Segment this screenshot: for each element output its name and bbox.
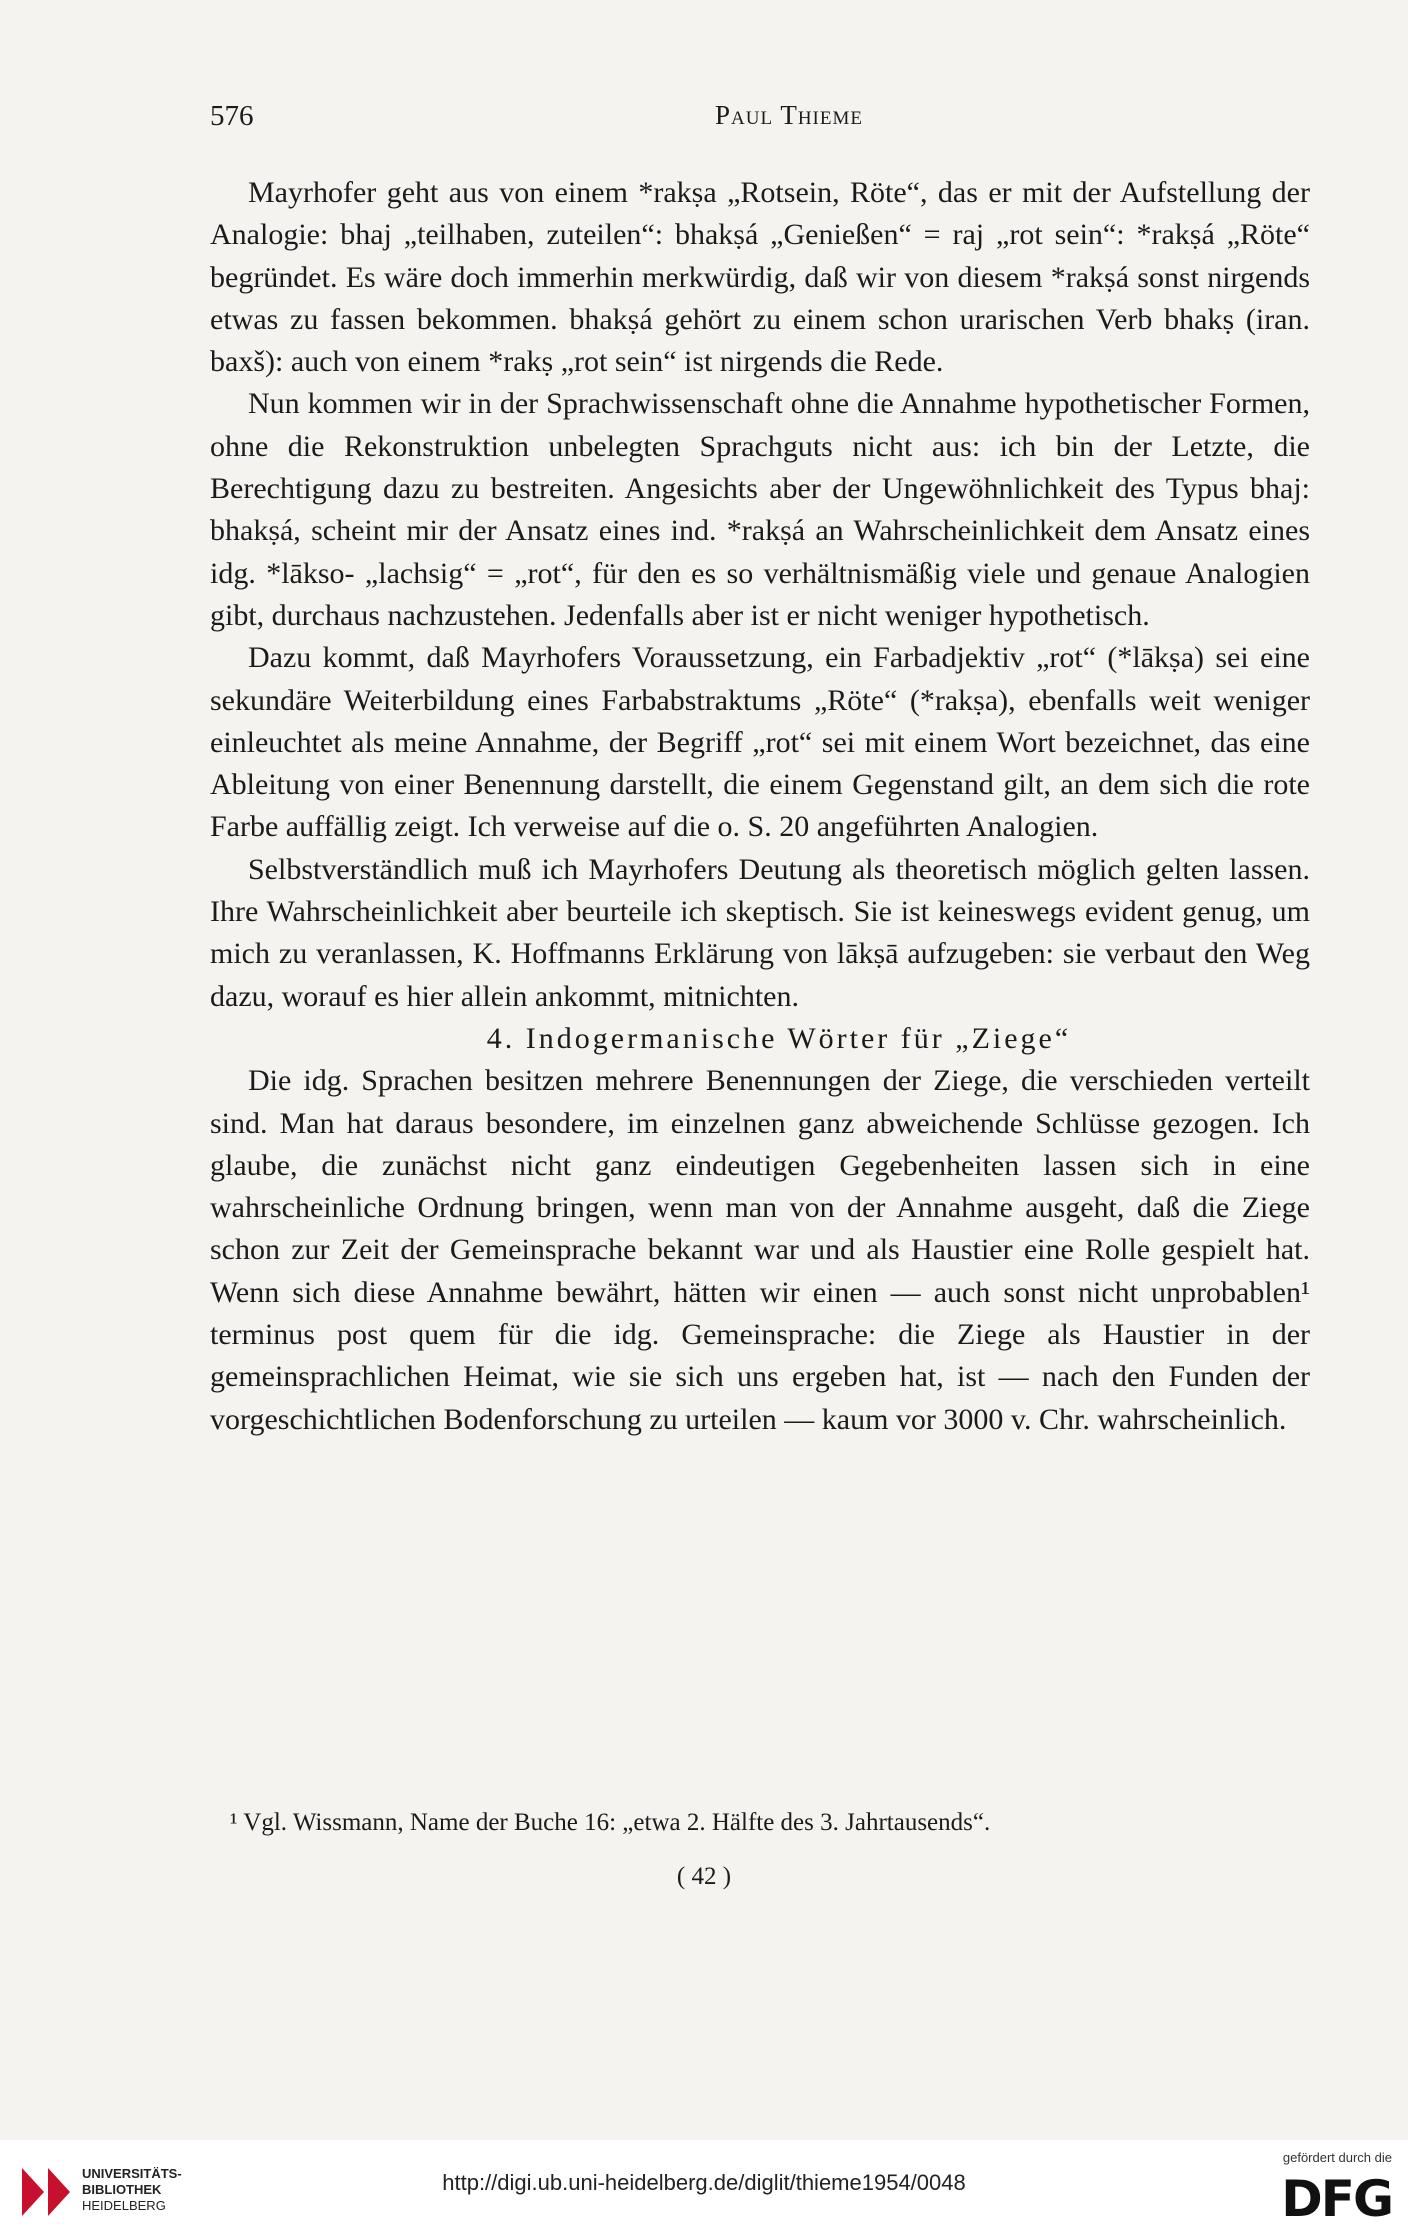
- source-url-link[interactable]: http://digi.ub.uni-heidelberg.de/diglit/thieme1954/0048: [442, 2170, 966, 2195]
- paragraph-2: Nun kommen wir in der Sprachwissenschaft ohne die Annahme hypothetischer Formen, ohne die Rekonstruktion unbelegten Sprachguts nicht aus: ich bin der Letzte, die Berechtigung dazu zu bestreiten. Angesichts aber der Ungewöhnlichkeit des Typus bhaj: bhakṣá, scheint mir der Ansatz eines ind. *rakṣá an Wahrscheinlichkeit dem Ansatz eines idg. *lākso- „lachsig“ = „rot“, für den es so verhältnismäßig viele und genaue Analogien gibt, durchaus nachzustehen. Jedenfalls aber ist er nicht weniger hypothetisch.: [210, 387, 1310, 632]
- footnote: ¹ Vgl. Wissmann, Name der Buche 16: „etwa 2. Hälfte des 3. Jahrtausends“.: [230, 1809, 991, 1836]
- library-line-3: HEIDELBERG: [82, 2198, 166, 2213]
- funding-note: gefördert durch die: [1282, 2150, 1392, 2165]
- folio-number: ( 42 ): [676, 1863, 732, 1890]
- page-number: 576: [210, 100, 254, 132]
- paragraph-3: Dazu kommt, daß Mayrhofers Voraussetzung, ein Farbadjektiv „rot“ (*lākṣa) sei eine sekundäre Weiterbildung eines Farbabstraktums „Röte“ (*rakṣa), ebenfalls weit weniger einleuchtet als meine Annahme, der Begriff „rot“ sei mit einem Wort bezeichnet, das eine Ableitung von einer Benennung darstellt, die einem Gegenstand gilt, an dem sich die rote Farbe auffällig zeigt. Ich verweise auf die o. S. 20 angeführten Analogien.: [210, 641, 1310, 844]
- paragraph-1: Mayrhofer geht aus von einem *rakṣa „Rotsein, Röte“, das er mit der Aufstellung der Analogie: bhaj „teilhaben, zuteilen“: bhakṣá „Genießen“ = raj „rot sein“: *rakṣá „Röte“ begründet. Es wäre doch immerhin merkwürdig, daß wir von diesem *rakṣá sonst nirgends etwas zu fassen bekommen. bhakṣá gehört zu einem schon urarischen Verb bhakṣ (iran. baxš): auch von einem *rakṣ „rot sein“ ist nirgends die Rede.: [210, 176, 1310, 379]
- dfg-logo: DFG: [1281, 2170, 1392, 2228]
- page-header: [210, 100, 1308, 140]
- section-heading: 4. Indogermanische Wörter für „Ziege“: [486, 1021, 1072, 1055]
- library-line-1: UNIVERSITÄTS-: [82, 2166, 182, 2181]
- body-text: [210, 172, 1310, 1441]
- paragraph-5: Die idg. Sprachen besitzen mehrere Benennungen der Ziege, die verschieden verteilt sind. Man hat daraus besondere, im einzelnen ganz abweichende Schlüsse gezogen. Ich glaube, die zunächst nicht ganz eindeutigen Gegebenheiten lassen sich in eine wahrscheinliche Ordnung bringen, wenn man von der Annahme ausgeht, daß die Ziege schon zur Zeit der Gemeinsprache bekannt war und als Haustier eine Rolle gespielt hat. Wenn sich diese Annahme bewährt, hätten wir einen — auch sonst nicht unprobablen¹ terminus post quem für die idg. Gemeinsprache: die Ziege als Haustier in der gemeinsprachlichen Heimat, wie sie sich uns ergeben hat, ist — nach den Funden der vorgeschichtlichen Bodenforschung zu urteilen — kaum vor 3000 v. Chr. wahrscheinlich.: [210, 1064, 1310, 1436]
- paragraph-4: Selbstverständlich muß ich Mayrhofers Deutung als theoretisch möglich gelten lassen. Ihre Wahrscheinlichkeit aber beurteile ich skeptisch. Sie ist keineswegs evident genug, um mich zu veranlassen, K. Hoffmanns Erklärung von lākṣā aufzugeben: sie verbaut den Weg dazu, worauf es hier allein ankommt, mitnichten.: [210, 852, 1310, 1013]
- digitization-footer: [0, 2140, 1408, 2236]
- library-line-2: BIBLIOTHEK: [82, 2182, 162, 2197]
- running-title: Paul Thieme: [715, 100, 863, 130]
